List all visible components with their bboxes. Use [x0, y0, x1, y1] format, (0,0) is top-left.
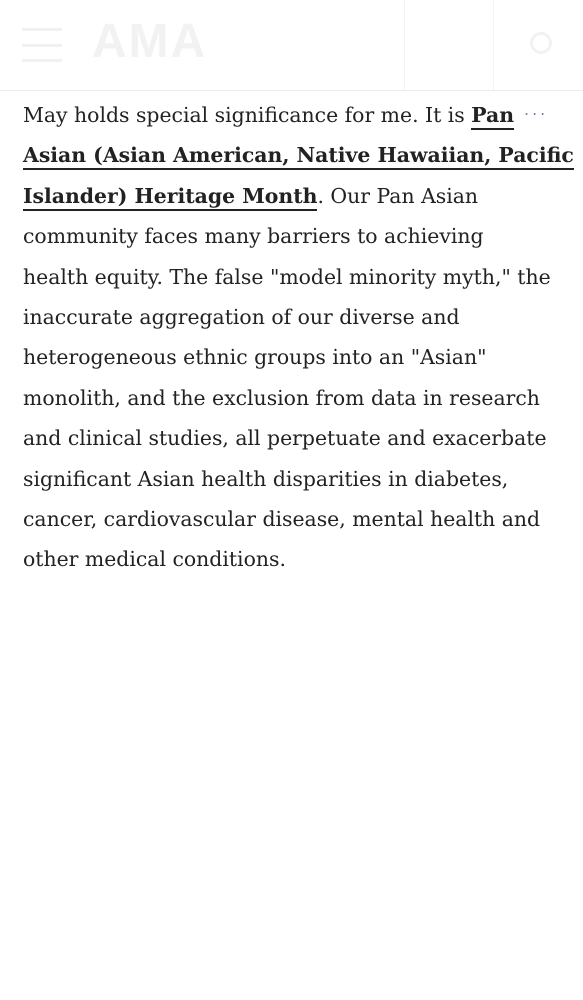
- site-logo[interactable]: AMA: [92, 15, 208, 68]
- paragraph-line: health equity. The false "model minority myth," the: [23, 264, 551, 289]
- article-body: [23, 95, 574, 580]
- heritage-month-link[interactable]: Islander) Heritage Month: [23, 184, 317, 211]
- menu-icon[interactable]: [22, 28, 62, 62]
- search-icon[interactable]: [530, 32, 552, 54]
- paragraph-line: [23, 135, 574, 175]
- paragraph-line: other medical conditions.: [23, 547, 286, 572]
- intro-text: May holds special significance for me. It is: [23, 103, 472, 127]
- paragraph-line: [23, 176, 557, 216]
- site-header: [0, 0, 583, 91]
- paragraph-line: [23, 95, 557, 135]
- paragraph-line: cancer, cardiovascular disease, mental health and: [23, 507, 541, 532]
- paragraph-line: heterogeneous ethnic groups into an "Asian": [23, 345, 487, 370]
- header-divider: [493, 0, 494, 90]
- paragraph-line: significant Asian health disparities in diabetes,: [23, 466, 509, 491]
- paragraph-line: inaccurate aggregation of our diverse and: [23, 305, 460, 330]
- heritage-month-link[interactable]: Pan: [471, 103, 514, 130]
- more-options-icon[interactable]: ...: [524, 100, 549, 119]
- header-divider: [404, 0, 405, 90]
- after-link-text: . Our Pan Asian: [317, 183, 479, 208]
- heritage-month-link[interactable]: Asian (Asian American, Native Hawaiian, Pacific: [23, 143, 574, 170]
- paragraph-line: community faces many barriers to achieving: [23, 224, 484, 249]
- paragraph-line: monolith, and the exclusion from data in research: [23, 385, 540, 410]
- paragraph-line: and clinical studies, all perpetuate and exacerbate: [23, 426, 547, 451]
